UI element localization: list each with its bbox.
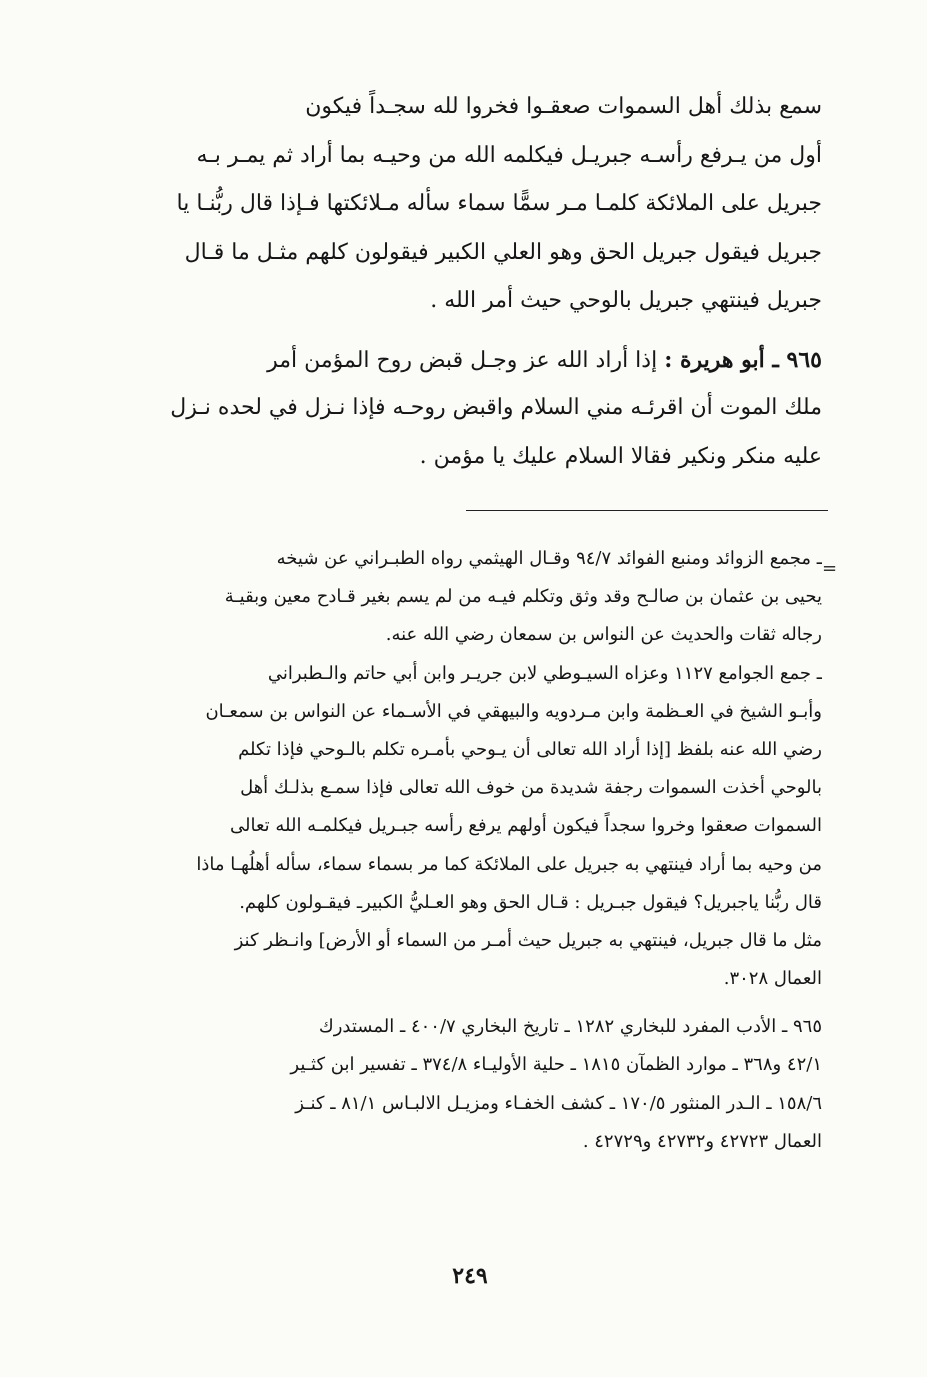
footnote-3	[140, 1008, 822, 1161]
text-line: جبريل فيقول جبريل الحق وهو العلي الكبير فيقولون كلهم مثـل ما قـال	[184, 239, 822, 265]
text-line: أول من يـرفع رأسـه جبريـل فيكلمه الله من وحيـه بما أراد ثم يمـر بـه	[196, 142, 822, 168]
footnote-line: ـ جمع الجوامع ١١٢٧ وعزاه السيـوطي لابن جريـر وابن أبي حاتم والـطبراني	[267, 662, 822, 684]
footnote-line: يحيى بن عثمان بن صالـح وقد وثق وتكلم فيـه من لم يسم بغير قـادح معين وبقيـة	[224, 586, 822, 608]
footnote-line: رجاله ثقات والحديث عن النواس بن سمعان رضي الله عنه.	[385, 624, 822, 646]
text-line: ملك الموت أن اقرئـه مني السلام واقبض روحـه فإذا نـزل في لحده نـزل	[170, 395, 822, 420]
footnote-line: ـ مجمع الزوائد ومنبع الفوائد ٩٤/٧ وقـال الهيثمي رواه الطبـراني عن شيخه	[276, 548, 822, 569]
footnote-separator	[466, 510, 828, 511]
page-number: ٢٤٩	[452, 1263, 488, 1289]
footnotes	[140, 540, 822, 1161]
footnote-line: من وحيه بما أراد فينتهي به جبريل على الملائكة كما مر بسماء سماء، سأله أهلُهـا ماذا	[196, 853, 822, 875]
hadith-number: ٩٦٥ ـ أبو هريرة :	[664, 346, 822, 373]
footnote-line: ١٥٨/٦ ـ الـدر المنثور ١٧٠/٥ ـ كشف الخفـاء ومزيـل الالبـاس ٨١/١ ـ كنـز	[295, 1092, 822, 1114]
footnote-line: قال ربُّنا ياجبريل؟ فيقول جبـريل : قـال الحق وهو العـليُّ الكبيرـ فيقـولون كلهم.	[239, 891, 822, 913]
margin-mark: =	[822, 558, 838, 579]
paragraph-1	[140, 83, 822, 326]
text-line: جبريل فينتهي جبريل بالوحي حيث أمر الله .	[430, 288, 822, 313]
footnote-line: رضي الله عنه بلفظ [إذا أراد الله تعالى أن يـوحي بأمـره تكلم بالـوحي فإذا تكلم	[238, 738, 822, 760]
footnote-line: وأبـو الشيخ في العـظمة وابن مـردويه والبيهقي في الأسـماء عن النواس بن سمعـان	[205, 700, 822, 722]
text-line: سمع بذلك أهل السموات صعقـوا فخروا لله سجـداً فيكون	[305, 94, 822, 119]
main-text	[140, 83, 822, 481]
footnote-1	[140, 540, 822, 655]
footnote-line: السموات صعقوا وخروا سجداً فيكون أولهم يرفع رأسه جبـريل فيكلمـه الله تعالى	[229, 815, 822, 837]
footnote-2	[140, 655, 822, 999]
text-line: عليه منكر ونكير فقالا السلام عليك يا مؤمن .	[419, 443, 822, 469]
text-segment: إذا أراد الله عز وجـل قبض روح المؤمن أمر	[267, 347, 658, 373]
footnote-line: ٤٢/١ و٣٦٨ ـ موارد الظمآن ١٨١٥ ـ حلية الأوليـاء ٣٧٤/٨ ـ تفسير ابن كثـير	[290, 1054, 822, 1076]
text-line: جبريل على الملائكة كلمـا مـر سمًّا سماء سأله مـلائكتها فـإذا قال ربُّنـا يا	[176, 191, 822, 216]
text-line	[140, 336, 822, 385]
footnote-line: العمال ٣٠٢٨.	[723, 968, 822, 990]
paragraph-2	[140, 336, 822, 482]
footnote-line: العمال ٤٢٧٢٣ و٤٢٧٣٢ و٤٢٧٢٩ .	[582, 1130, 822, 1152]
footnote-line: بالوحي أخذت السموات رجفة شديدة من خوف الله تعالى فإذا سمـع بذلـك أهل	[240, 777, 822, 799]
footnote-line: مثل ما قال جبريل، فينتهي به جبريل حيث أمـر من السماء أو الأرض] وانـظر كنز	[234, 929, 822, 951]
footnote-line: ٩٦٥ ـ الأدب المفرد للبخاري ١٢٨٢ ـ تاريخ البخاري ٤٠٠/٧ ـ المستدرك	[318, 1016, 822, 1038]
